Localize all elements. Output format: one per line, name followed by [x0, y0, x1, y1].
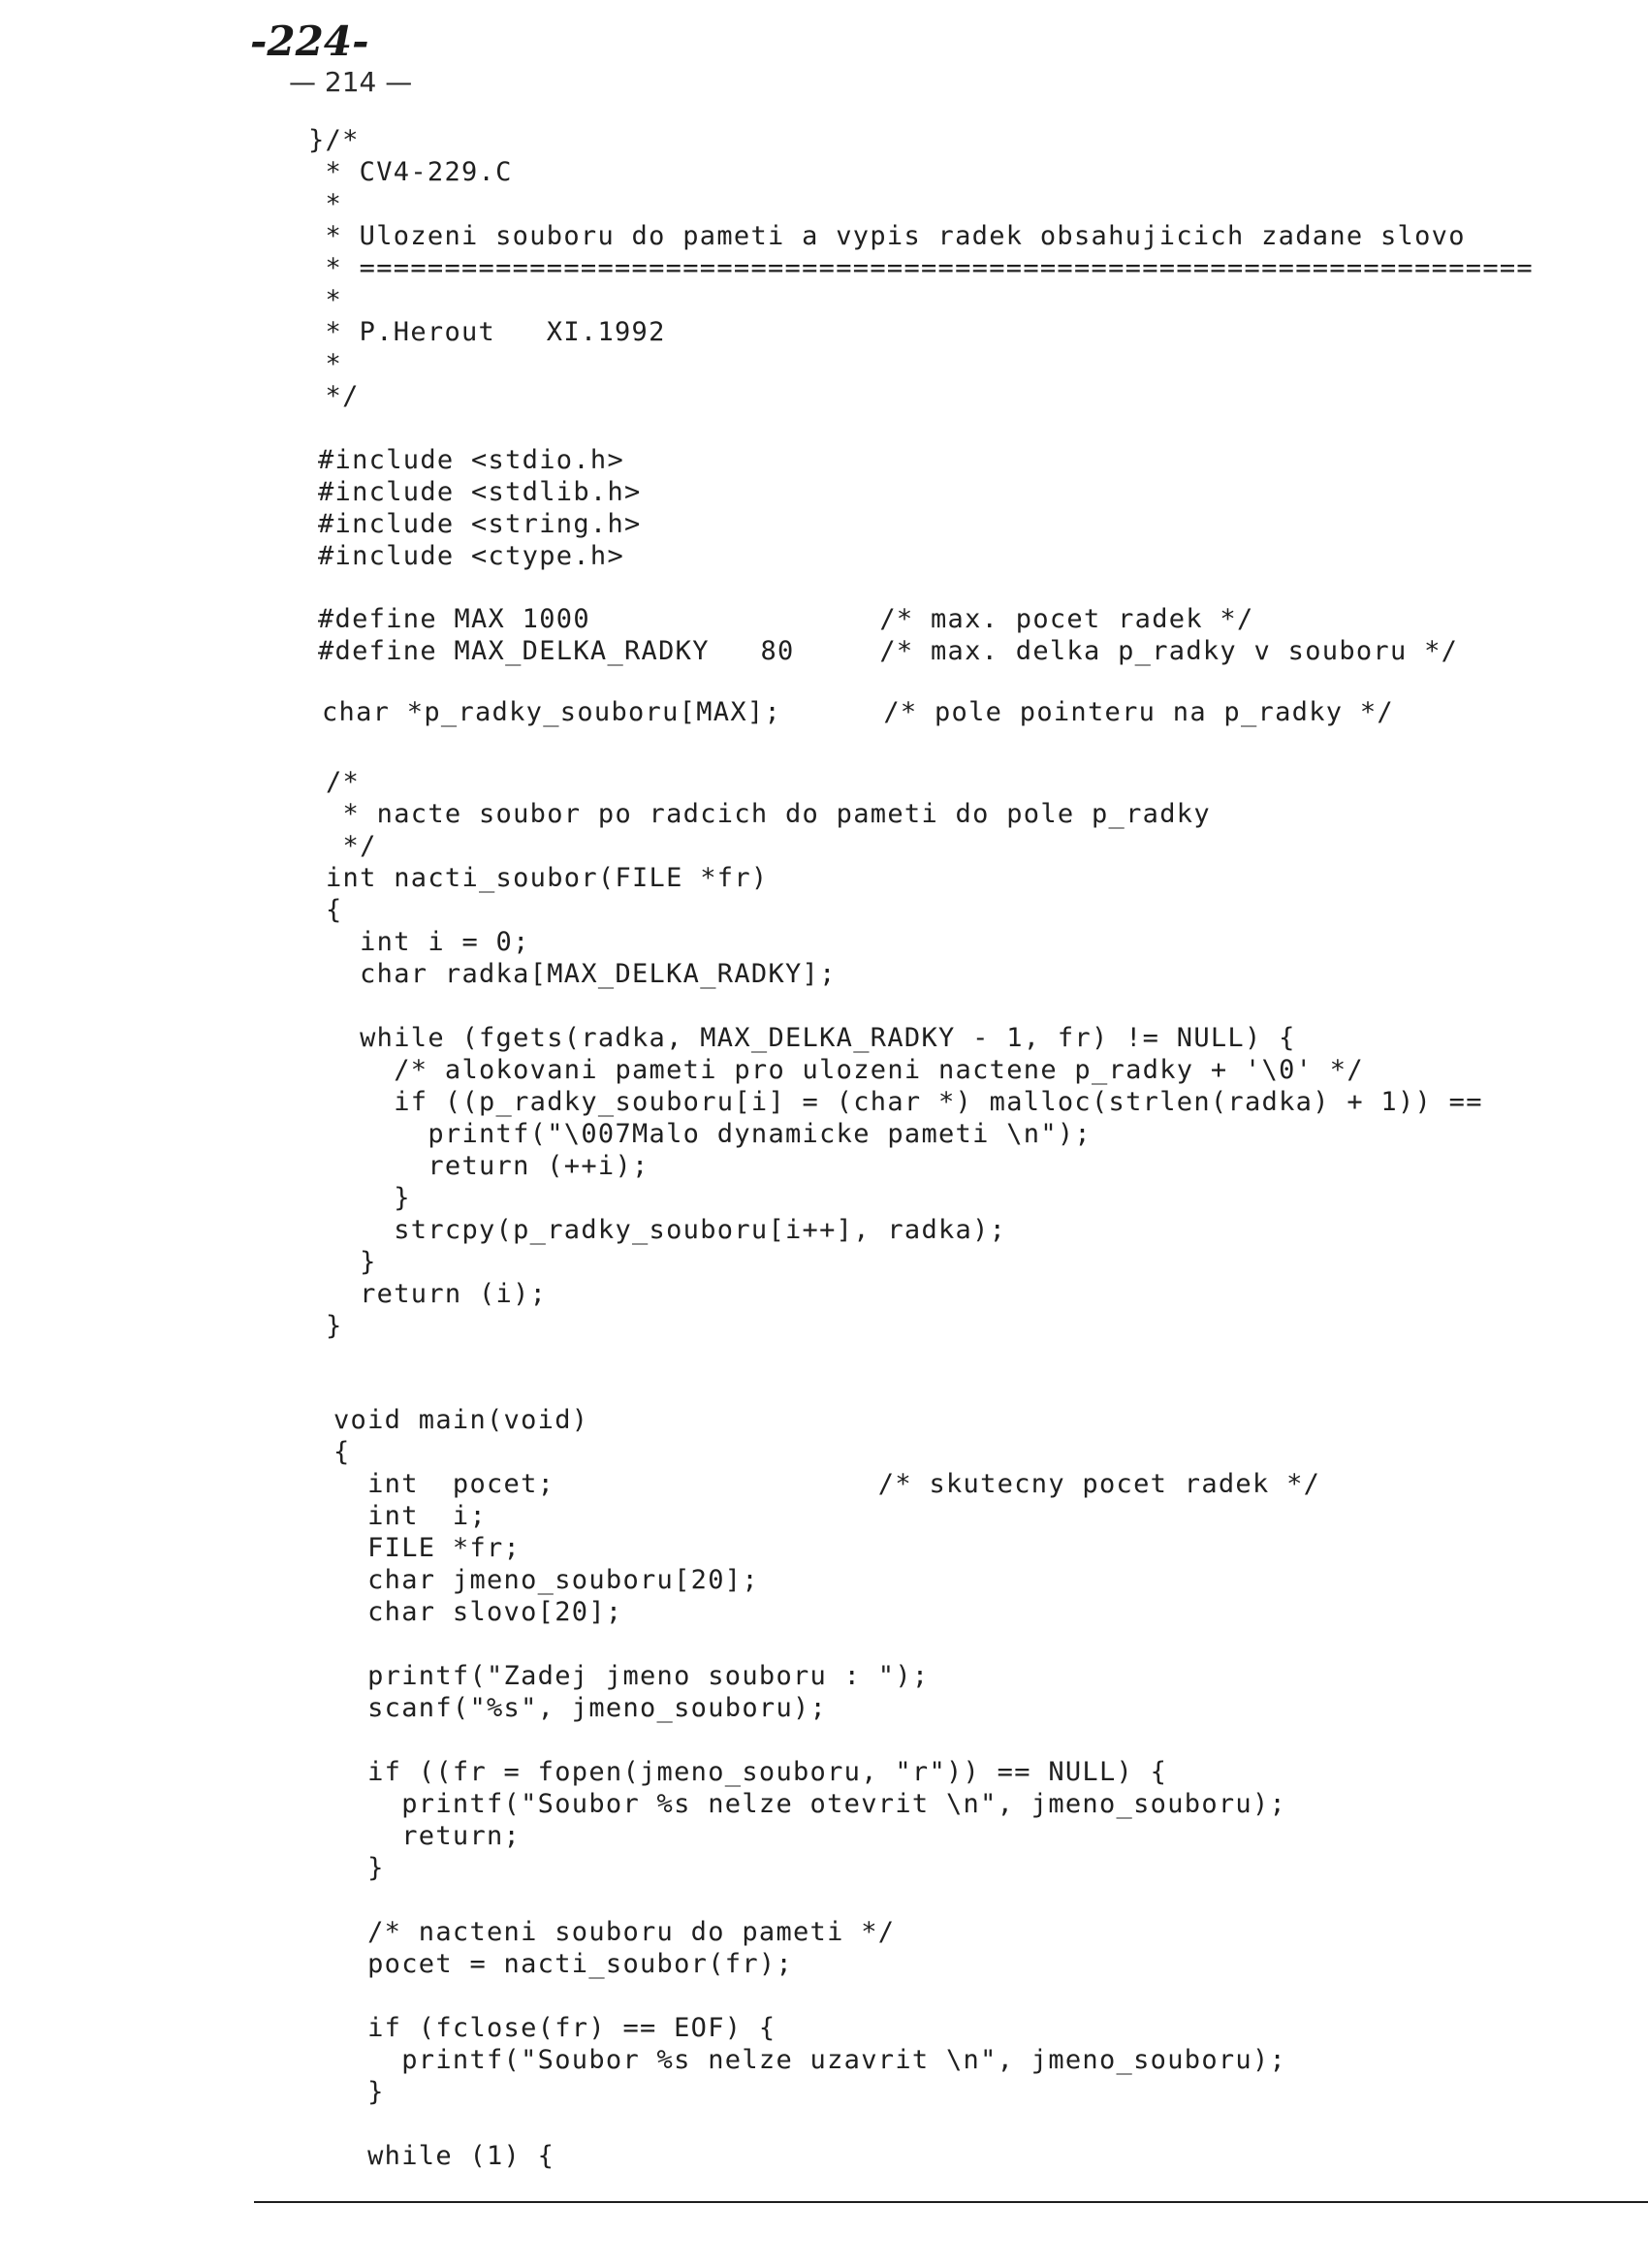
code-block-globals [322, 696, 1394, 728]
code-line: * [308, 189, 343, 219]
code-line: #define MAX_DELKA_RADKY 80 /* max. delka p_radky v souboru */ [318, 636, 1459, 666]
code-line: if ((p_radky_souboru[i] = (char *) malloc(strlen(radka) + 1)) == [326, 1087, 1483, 1117]
code-line: pocet = nacti_soubor(fr); [333, 1949, 793, 1979]
code-line: int pocet; /* skutecny pocet radek */ [333, 1469, 1321, 1499]
code-line: char *p_radky_souboru[MAX]; /* pole pointeru na p_radky */ [322, 697, 1394, 727]
code-line: printf("\007Malo dynamicke pameti \n"); [326, 1119, 1092, 1149]
code-block-defines [318, 603, 1458, 667]
code-line: #include <string.h> [318, 509, 642, 539]
code-line: return (++i); [326, 1151, 650, 1181]
handwritten-page-number: -224- [250, 17, 369, 65]
code-line: FILE *fr; [333, 1533, 522, 1563]
code-line: * [308, 285, 343, 315]
code-block-main [333, 1404, 1320, 2172]
code-line: } [326, 1247, 377, 1277]
code-line: return; [333, 1821, 522, 1851]
code-line: * Ulozeni souboru do pameti a vypis radek obsahujicich zadane slovo [308, 221, 1466, 251]
code-line: * nacte soubor po radcich do pameti do pole p_radky [326, 799, 1211, 829]
code-line: /* [326, 767, 361, 797]
code-line: char jmeno_souboru[20]; [333, 1565, 759, 1595]
code-line: }/* [308, 125, 360, 155]
code-line: * ===================================================================== [308, 253, 1534, 283]
code-line: if ((fr = fopen(jmeno_souboru, "r")) == NULL) { [333, 1757, 1168, 1787]
code-line: */ [308, 381, 360, 411]
code-block-includes [318, 444, 642, 572]
code-line: /* alokovani pameti pro ulozeni nactene p_radky + '\0' */ [326, 1055, 1364, 1085]
printed-page-number: — 214 — [289, 66, 413, 98]
code-line: char slovo[20]; [333, 1597, 623, 1627]
code-line: } [333, 2077, 385, 2107]
code-line: } [333, 1853, 385, 1883]
code-line: if (fclose(fr) == EOF) { [333, 2013, 776, 2043]
code-block-header [308, 124, 1534, 412]
code-line: int nacti_soubor(FILE *fr) [326, 863, 769, 893]
code-line: #define MAX 1000 /* max. pocet radek */ [318, 604, 1254, 634]
code-line: * [308, 349, 343, 379]
code-line: #include <stdlib.h> [318, 477, 642, 507]
code-line: void main(void) [333, 1405, 589, 1435]
code-line: return (i); [326, 1279, 548, 1309]
bottom-rule [254, 2201, 1648, 2203]
code-line: while (1) { [333, 2141, 555, 2171]
code-line: { [326, 895, 343, 925]
code-line: while (fgets(radka, MAX_DELKA_RADKY - 1, fr) != NULL) { [326, 1023, 1296, 1053]
code-line: int i = 0; [326, 927, 530, 957]
code-line: } [326, 1183, 411, 1213]
code-line: printf("Zadej jmeno souboru : "); [333, 1661, 930, 1691]
code-line: { [333, 1437, 351, 1467]
code-line: printf("Soubor %s nelze otevrit \n", jmeno_souboru); [333, 1789, 1287, 1819]
code-line: /* nacteni souboru do pameti */ [333, 1917, 896, 1947]
code-line: char radka[MAX_DELKA_RADKY]; [326, 959, 837, 989]
code-line: strcpy(p_radky_souboru[i++], radka); [326, 1215, 1007, 1245]
code-line: } [326, 1311, 343, 1341]
code-line: #include <ctype.h> [318, 541, 624, 571]
code-line: */ [326, 831, 377, 861]
code-line: scanf("%s", jmeno_souboru); [333, 1693, 828, 1723]
code-line: * CV4-229.C [308, 157, 513, 187]
code-line: int i; [333, 1501, 487, 1531]
code-line: #include <stdio.h> [318, 445, 624, 475]
code-block-nacti-soubor [326, 766, 1483, 1342]
code-line: printf("Soubor %s nelze uzavrit \n", jmeno_souboru); [333, 2045, 1287, 2075]
code-line: * P.Herout XI.1992 [308, 317, 666, 347]
